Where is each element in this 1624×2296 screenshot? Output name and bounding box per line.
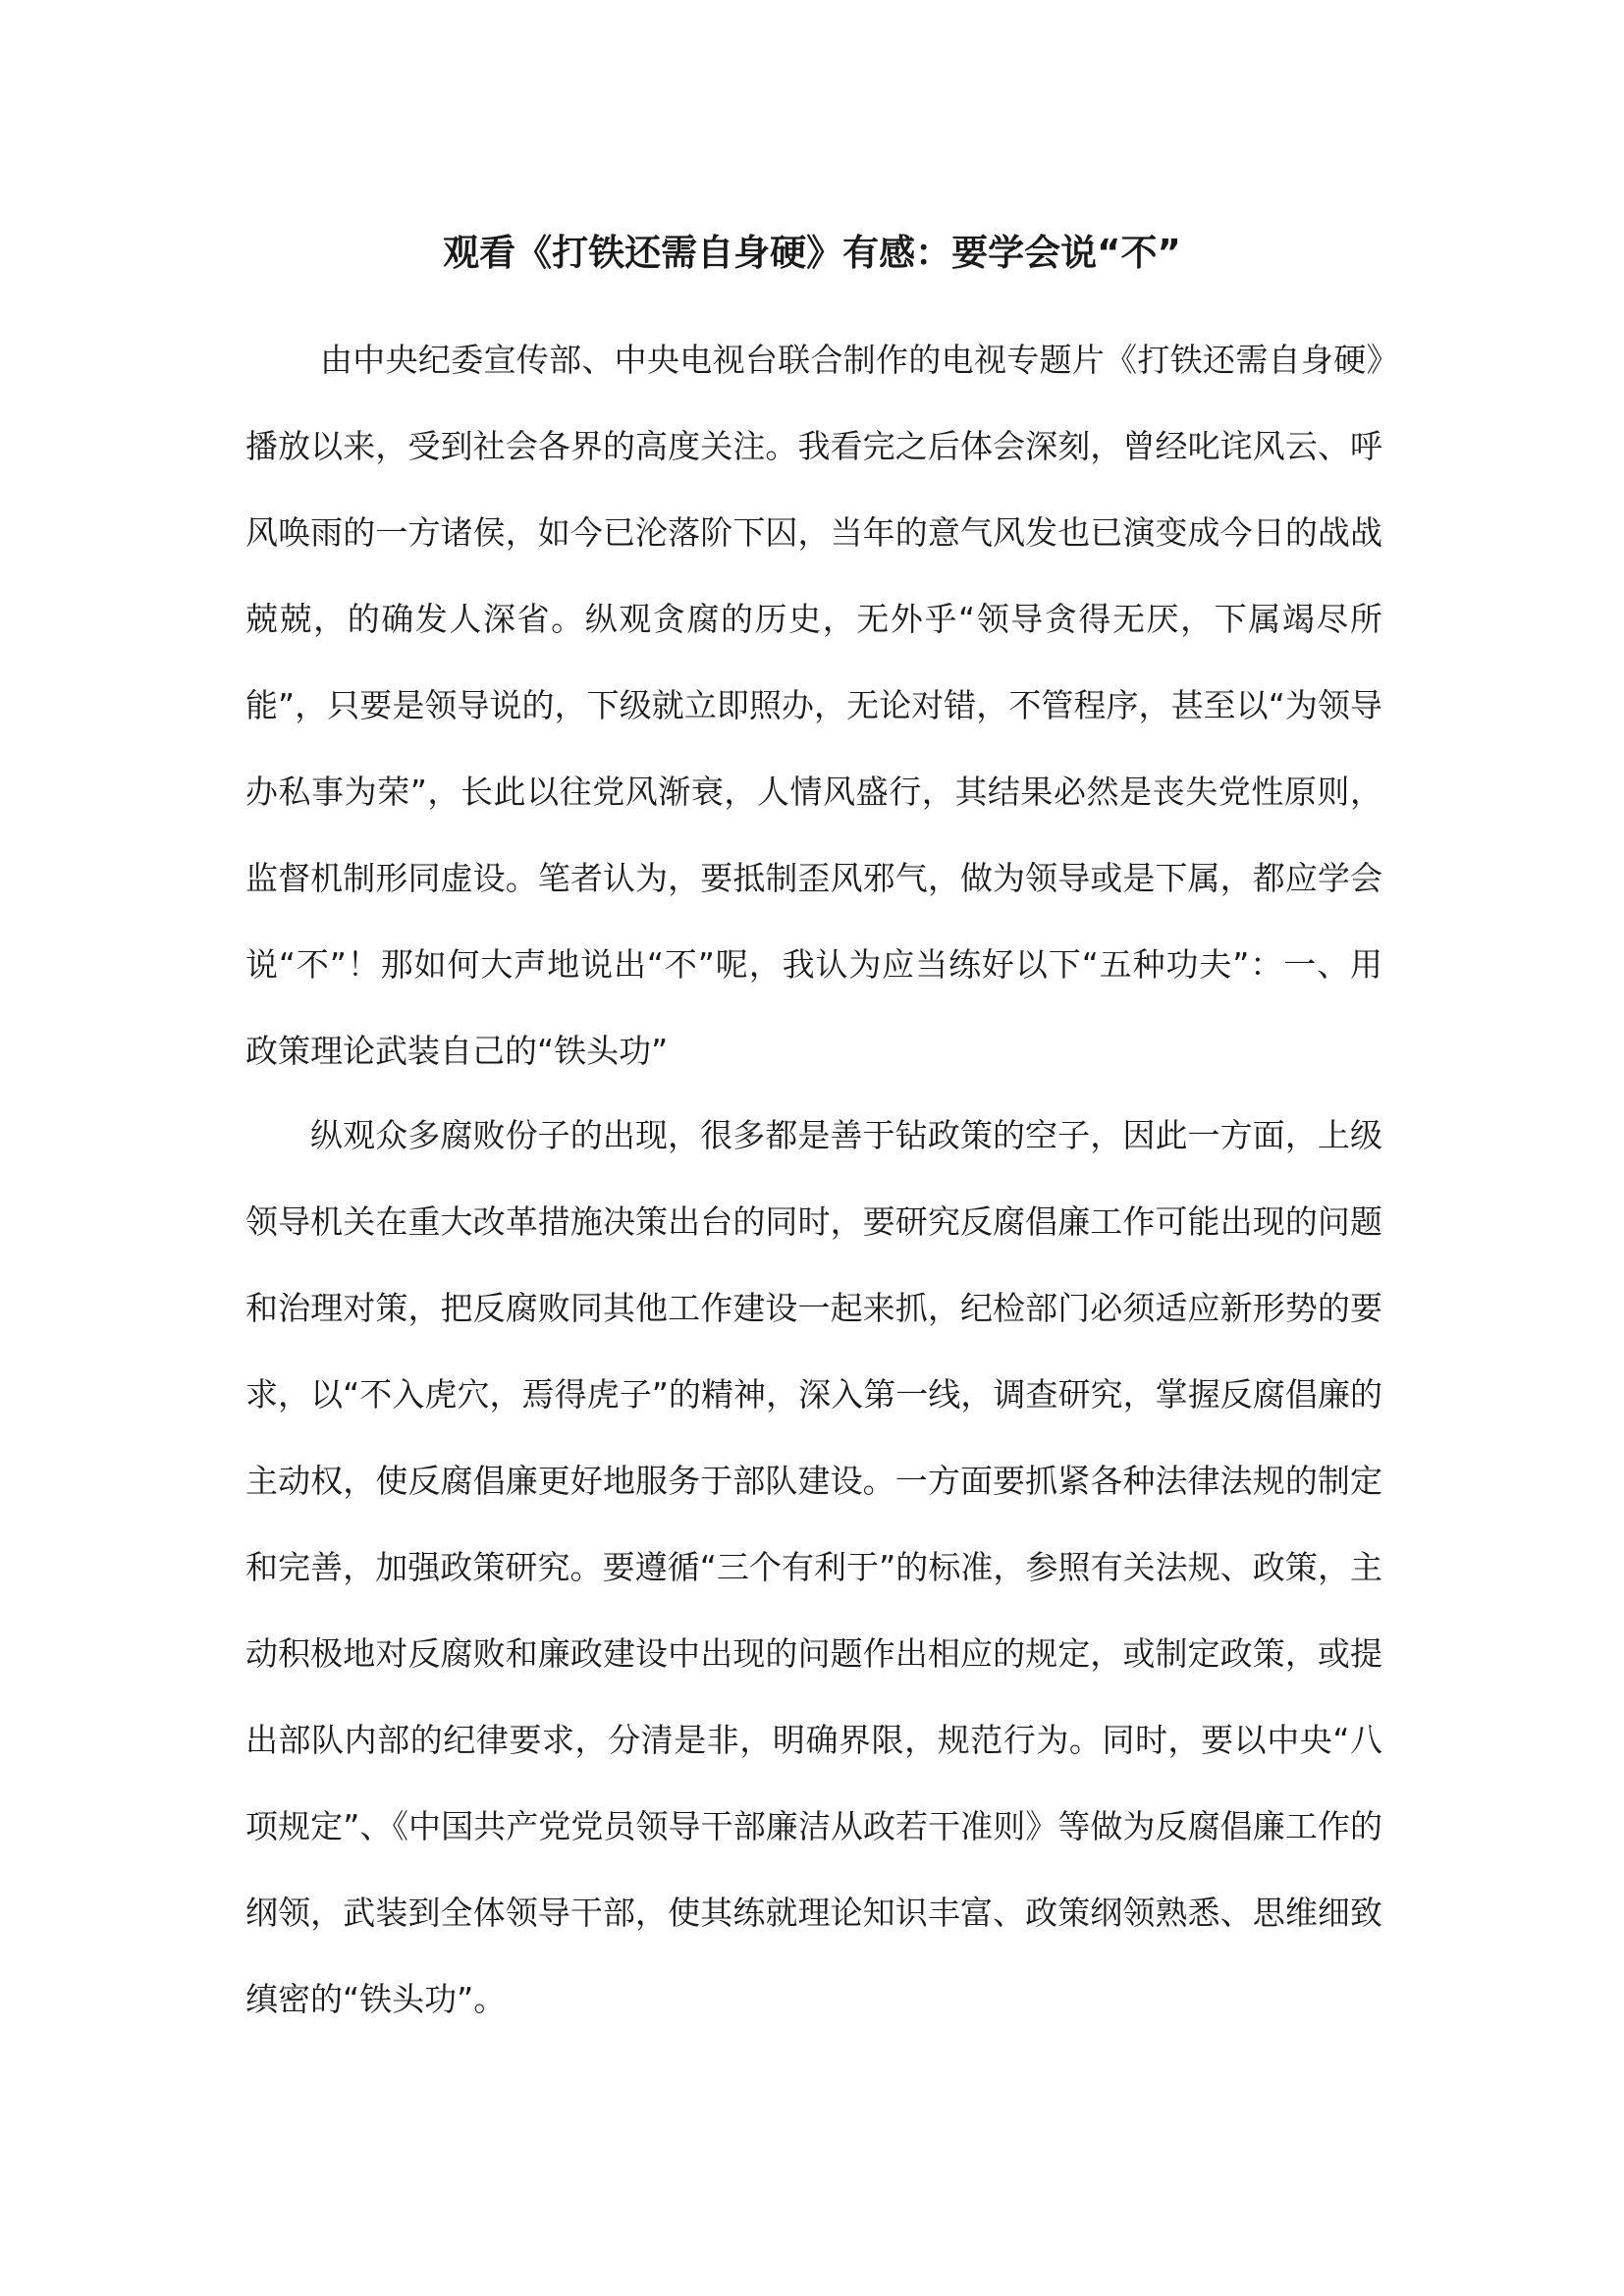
paragraph-1: 由中央纪委宣传部、中央电视台联合制作的电视专题片《打铁还需自身硬》播放以来，受到社会各界的高度关注。我看完之后体会深刻，曾经叱诧风云、呼风唤雨的一方诸侯，如今已沦落阶下囚，当年的意气风发也已演变成今日的战战兢兢，的确发人深省。纵观贪腐的历史，无外乎“领导贪得无厌，下属竭尽所能”，只要是领导说的，下级就立即照办，无论对错，不管程序，甚至以“为领导办私事为荣”，长此以往党风渐衰，人情风盛行，其结果必然是丧失党性原则，监督机制形同虚设。笔者认为，要抵制歪风邪气，做为领导或是下属，都应学会说“不”！那如何大声地说出“不”呢，我认为应当练好以下“五种功夫”：一、用政策理论武装自己的“铁头功”	[245, 341, 1382, 1070]
paragraph-2: 纵观众多腐败份子的出现，很多都是善于钻政策的空子，因此一方面，上级领导机关在重大改革措施决策出台的同时，要研究反腐倡廉工作可能出现的问题和治理对策，把反腐败同其他工作建设一起来抓，纪检部门必须适应新形势的要求，以“不入虎穴，焉得虎子”的精神，深入第一线，调查研究，掌握反腐倡廉的主动权，使反腐倡廉更好地服务于部队建设。一方面要抓紧各种法律法规的制定和完善，加强政策研究。要遵循“三个有利于”的标准，参照有关法规、政策，主动积极地对反腐败和廉政建设中出现的问题作出相应的规定，或制定政策，或提出部队内部的纪律要求，分清是非，明确界限，规范行为。同时，要以中央“八项规定”、《中国共产党党员领导干部廉洁从政若干准则》等做为反腐倡廉工作的纲领，武装到全体领导干部，使其练就理论知识丰富、政策纲领熟悉、思维细致缜密的“铁头功”。	[245, 1116, 1382, 2018]
document-title: 观看《打铁还需自身硬》有感：要学会说“不”	[443, 232, 1181, 274]
